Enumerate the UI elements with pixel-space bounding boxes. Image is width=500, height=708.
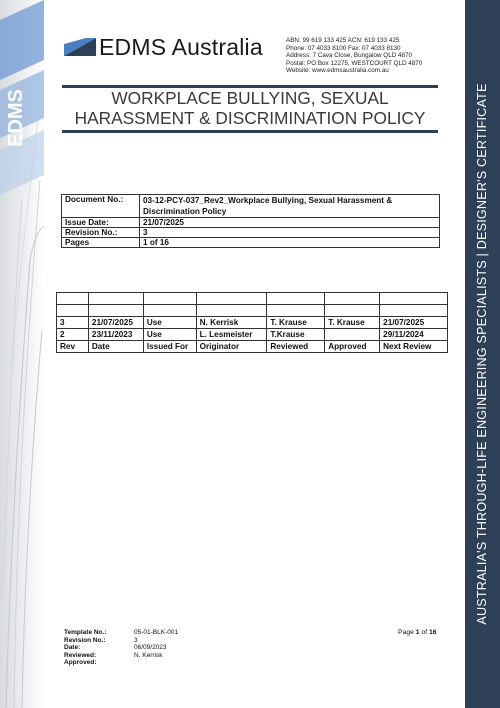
column-header-issued-for: Issued For: [143, 340, 196, 352]
footer-value: N. Kerrisk: [134, 651, 163, 659]
approved-cell: [325, 328, 380, 340]
left-decorative-strip: [0, 0, 44, 708]
table-row: [57, 316, 448, 328]
doc-label: Revision No.:: [62, 228, 140, 238]
revision-table: [56, 292, 448, 353]
footer-template-info: [64, 629, 254, 667]
page-current: 1: [415, 629, 420, 636]
doc-value: 3: [140, 228, 440, 238]
footer-value: 05-01-BLK-001: [134, 629, 179, 636]
table-header-row: [57, 340, 448, 352]
next-review-cell: 21/07/2025: [380, 316, 448, 328]
column-header-approved: Approved: [325, 340, 380, 352]
document-info-table: [61, 194, 440, 248]
side-banner-text: AUSTRALIA'S THROUGH-LIFE ENGINEERING SPECIALISTS | DESIGNER'S CERTIFICATE: [475, 83, 489, 625]
edms-logo-icon: [64, 38, 96, 56]
footer-value: 3: [134, 636, 138, 644]
issued-for-cell: Use: [143, 328, 196, 340]
doc-label: Issue Date:: [62, 218, 140, 228]
company-phone: Phone: 07 4033 8100 Fax: 07 4033 8130: [286, 44, 401, 52]
table-row: [57, 328, 448, 340]
doc-row-pages: [62, 238, 440, 248]
issued-for-cell: Use: [143, 316, 196, 328]
footer-row-template: [64, 629, 254, 637]
doc-row-issue-date: [62, 218, 440, 228]
doc-value: 03-12-PCY-037_Rev2_Workplace Bullying, Sexual Harassment & Discrimination Policy: [140, 195, 440, 218]
page-of: of: [421, 629, 428, 636]
doc-row-document-no: [62, 195, 440, 218]
page-label: Page: [398, 629, 414, 636]
doc-label: Document No.:: [62, 195, 140, 218]
brand-name: EDMS Australia: [99, 34, 263, 60]
footer-label: Revision No.:: [64, 636, 106, 644]
footer-value: [134, 659, 254, 667]
column-header-rev: Rev: [57, 340, 89, 352]
company-postal: Postal: PO Box 12275, WESTCOURT QLD 4870: [286, 59, 423, 67]
page-number: [398, 629, 437, 636]
title-line-1: WORKPLACE BULLYING, SEXUAL: [111, 88, 389, 108]
document-title: [62, 88, 438, 128]
footer-row-revision: [64, 637, 254, 645]
doc-value: 1 of 16: [140, 238, 440, 248]
footer-label: Reviewed:: [64, 651, 97, 659]
column-header-next-review: Next Review: [380, 340, 448, 352]
footer-row-reviewed: [64, 652, 254, 660]
title-rule-bottom: [62, 130, 438, 133]
footer-row-date: [64, 644, 254, 652]
left-logo-text: EDMS: [5, 89, 27, 147]
column-header-originator: Originator: [196, 340, 267, 352]
date-cell: 21/07/2025: [88, 316, 143, 328]
doc-row-revision-no: [62, 228, 440, 238]
next-review-cell: 29/11/2024: [380, 328, 448, 340]
originator-cell: N. Kerrisk: [196, 316, 267, 328]
reviewed-cell: T. Krause: [267, 316, 325, 328]
table-row-empty: [57, 293, 448, 305]
title-line-2: HARASSMENT & DISCRIMINATION POLICY: [74, 108, 426, 128]
column-header-reviewed: Reviewed: [267, 340, 325, 352]
doc-value: 21/07/2025: [140, 218, 440, 228]
column-header-date: Date: [88, 340, 143, 352]
company-info: [286, 37, 461, 75]
footer-label: Approved:: [64, 659, 97, 667]
approved-cell: T. Krause: [325, 316, 380, 328]
rev-cell: 3: [57, 316, 89, 328]
date-cell: 23/11/2023: [88, 328, 143, 340]
company-abn: ABN: 99 619 133 425 ACN: 619 133 425: [286, 37, 400, 44]
originator-cell: L. Lesmeister: [196, 328, 267, 340]
footer-value: 06/09/2023: [134, 644, 167, 652]
footer-label: Template No.:: [64, 629, 107, 636]
reviewed-cell: T.Krause: [267, 328, 325, 340]
footer-label: Date:: [64, 644, 81, 652]
rev-cell: 2: [57, 328, 89, 340]
company-address: Address: 7 Cava Close, Bungalow QLD 4870: [286, 52, 413, 60]
page-total: 16: [429, 629, 437, 636]
table-row-empty: [57, 304, 448, 316]
company-website: Website: www.edmsaustralia.com.au: [286, 67, 389, 75]
doc-label: Pages: [62, 238, 140, 248]
footer-row-approved: [64, 659, 254, 667]
edms-watermark-logo: [0, 0, 44, 230]
